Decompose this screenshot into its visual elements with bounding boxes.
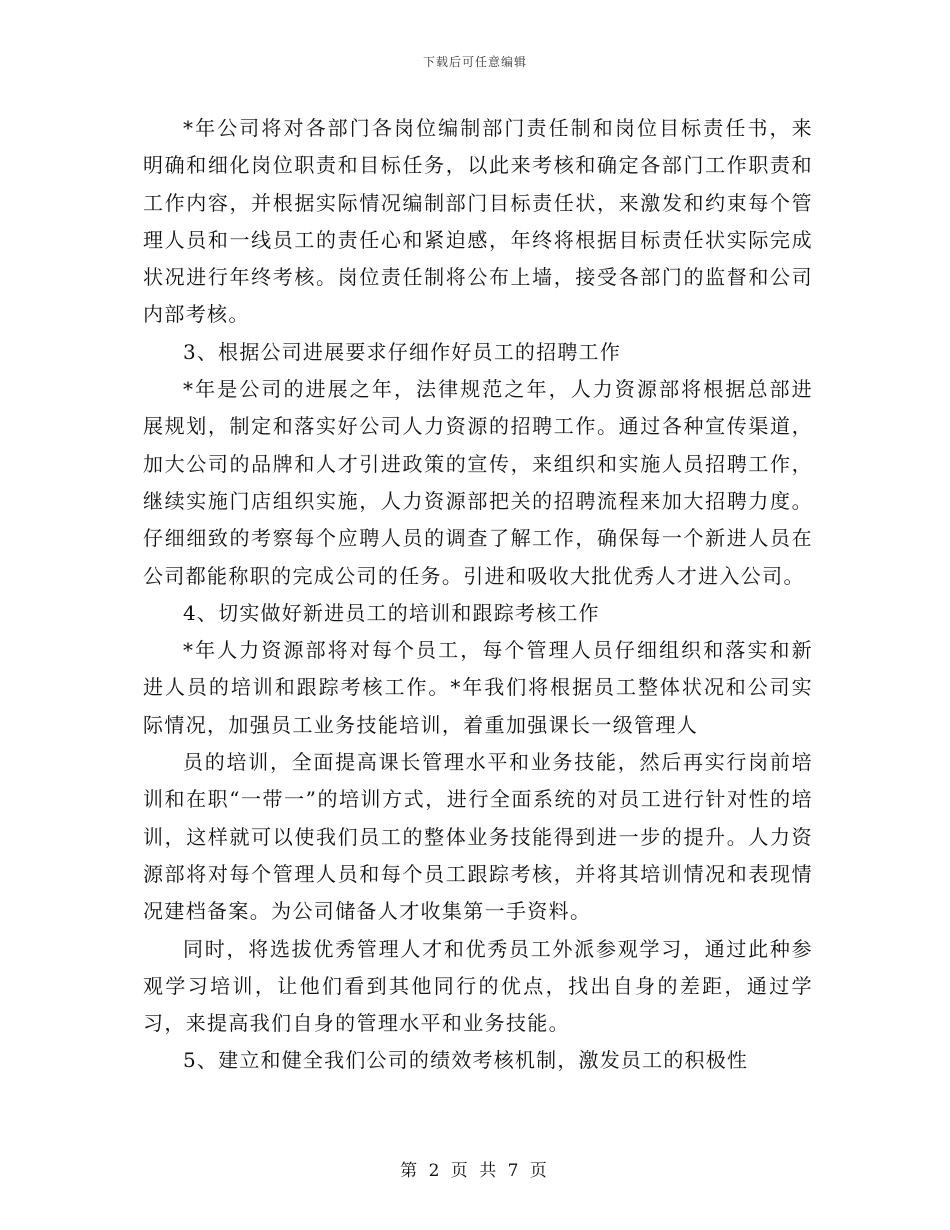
section-heading-recruitment: 3、根据公司进展要求仔细作好员工的招聘工作 [183,339,621,364]
paragraph-training-intro: *年人力资源部将对每个员工，每个管理人员仔细组织和落实和新进人员的培训和跟踪考核工作。*年我们将根据员工整体状况和公司实际情况，加强员工业务技能培训，着重加强课长一级管理人 [143,638,813,737]
page-number-footer: 第 2 页 共 7 页 [400,1161,550,1181]
section-heading-training: 4、切实做好新进员工的培训和跟踪考核工作 [183,600,600,625]
paragraph-recruitment: *年是公司的进展之年，法律规范之年，人力资源部将根据总部进展规划，制定和落实好公司人力资源的招聘工作。通过各种宣传渠道，加大公司的品牌和人才引进政策的宣传，来组织和实施人员招聘工作，继续实施门店组织实施，人力资源部把关的招聘流程来加大招聘力度。仔细细致的考察每个应聘人员的调查了解工作，确保每一个新进人员在公司都能称职的完成公司的任务。引进和吸收大批优秀人才进入公司。 [143,377,813,588]
paragraph-training-detail: 员的培训，全面提高课长管理水平和业务技能，然后再实行岗前培训和在职“一带一”的培训方式，进行全面系统的对员工进行针对性的培训，这样就可以使我们员工的整体业务技能得到进一步的提升。人力资源部将对每个管理人员和每个员工跟踪考核，并将其培训情况和表现情况建档备案。为公司储备人才收集第一手资料。 [143,750,813,924]
paragraph-study-tour: 同时，将选拔优秀管理人才和优秀员工外派参观学习，通过此种参观学习培训，让他们看到其他同行的优点，找出自身的差距，通过学习，来提高我们自身的管理水平和业务技能。 [143,936,813,1036]
section-heading-performance: 5、建立和健全我们公司的绩效考核机制，激发员工的积极性 [183,1048,749,1073]
header-note: 下载后可任意编辑 [422,55,527,69]
paragraph-responsibility-system: *年公司将对各部门各岗位编制部门责任制和岗位目标责任书，来明确和细化岗位职责和目标任务，以此来考核和确定各部门工作职责和工作内容，并根据实际情况编制部门目标责任状，来激发和约束每个管理人员和一线员工的责任心和紧迫感，年终将根据目标责任状实际完成状况进行年终考核。岗位责任制将公布上墙，接受各部门的监督和公司内部考核。 [143,116,813,327]
document-body [143,110,813,1080]
